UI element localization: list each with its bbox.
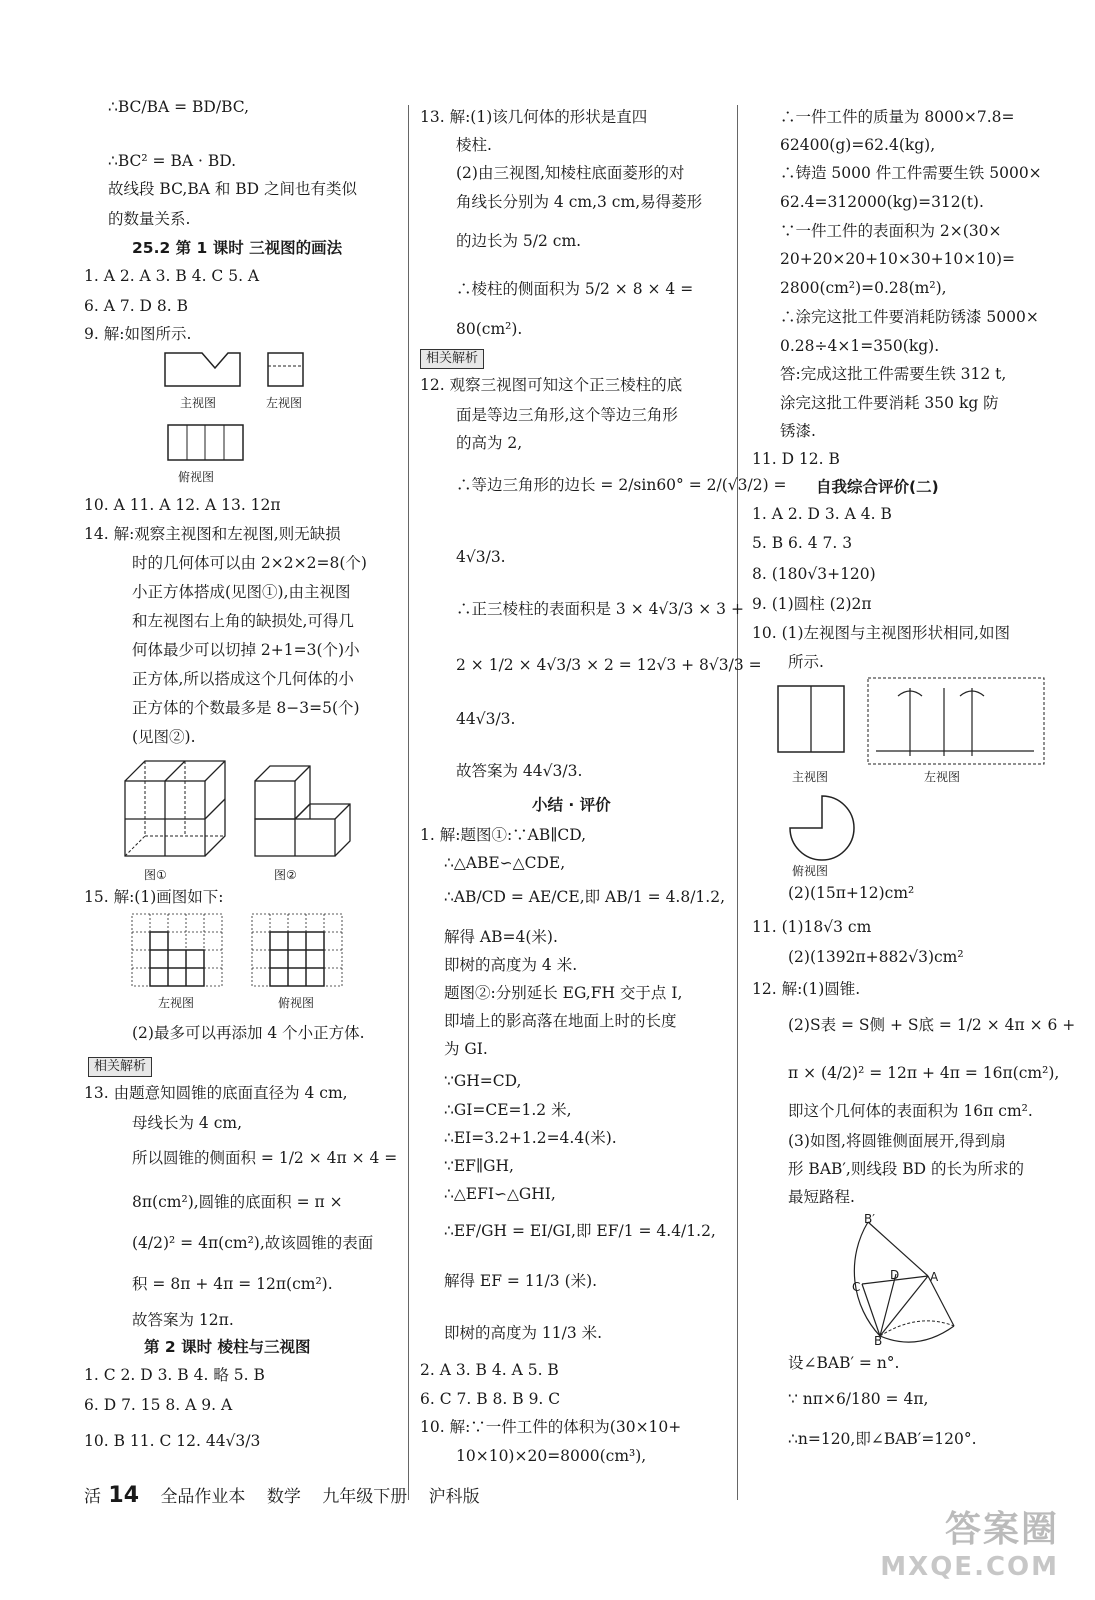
grade: 九年级下册 xyxy=(322,1487,408,1507)
figure-label: A xyxy=(930,1270,939,1284)
text-line: 4√3/3. xyxy=(456,548,506,566)
answer-line: 11. D 12. B xyxy=(752,450,840,468)
answer-line: 9. (1)圆柱 (2)2π xyxy=(752,595,872,613)
text-line: 小正方体搭成(见图①),由主视图 xyxy=(132,583,351,601)
text-line: 80(cm²). xyxy=(456,320,523,338)
answer-line: 6. A 7. D 8. B xyxy=(84,297,189,315)
text-line: ∴铸造 5000 件工件需要生铁 5000× xyxy=(780,164,1042,182)
figure-label: B′ xyxy=(864,1212,875,1226)
text-line: ∵EF∥GH, xyxy=(444,1157,514,1175)
text-line: (2)由三视图,知棱柱底面菱形的对 xyxy=(456,164,685,182)
text-line: 11. (1)18√3 cm xyxy=(752,918,872,936)
text-line: 13. 解:(1)该几何体的形状是直四 xyxy=(420,108,648,126)
text-line: 即墙上的影高落在地面上时的长度 xyxy=(444,1012,677,1030)
text-line: 何体最少可以切掉 2+1=3(个)小 xyxy=(132,641,360,659)
text-line: 44√3/3. xyxy=(456,710,516,728)
text-line: ∵ nπ×6/180 = 4π, xyxy=(788,1390,929,1408)
text-line: 的数量关系. xyxy=(108,210,191,228)
text-line: ∴EF/GH = EI/GI,即 EF/1 = 4.4/1.2, xyxy=(444,1222,716,1240)
text-line: ∴AB/CD = AE/CE,即 AB/1 = 4.8/1.2, xyxy=(444,888,726,906)
answer-line: 14. 解:观察主视图和左视图,则无缺损 xyxy=(84,525,341,543)
three-view-figure xyxy=(160,348,310,483)
footer-prefix: 活 xyxy=(84,1487,101,1507)
answer-line: 1. A 2. A 3. B 4. C 5. A xyxy=(84,267,260,285)
answer-line: 9. 解:如图所示. xyxy=(84,325,192,343)
text-line: 和左视图右上角的缺损处,可得几 xyxy=(132,612,354,630)
text-line: (2)S表 = S侧 + S底 = 1/2 × 4π × 6 + xyxy=(788,1016,1076,1034)
text-line: (2)(1392π+882√3)cm² xyxy=(788,948,964,966)
text-line: ∵GH=CD, xyxy=(444,1072,522,1090)
text-line: ∵一件工件的表面积为 2×(30× xyxy=(780,222,1002,240)
text-line: 12. 观察三视图可知这个正三棱柱的底 xyxy=(420,376,683,394)
text-line: (见图②). xyxy=(132,728,196,746)
caption: 主视图 xyxy=(792,770,829,784)
answer-line: 10. B 11. C 12. 44√3/3 xyxy=(84,1432,261,1450)
cube-figures xyxy=(120,751,370,863)
caption: 俯视图 xyxy=(178,470,215,484)
text-line: 涂完这批工件要消耗 350 kg 防 xyxy=(780,394,999,412)
text-line: 所示. xyxy=(788,653,824,671)
text-line: 即这个几何体的表面积为 16π cm². xyxy=(788,1102,1033,1120)
text-line: ∴一件工件的质量为 8000×7.8= xyxy=(780,108,1015,126)
answer-line: 6. D 7. 15 8. A 9. A xyxy=(84,1396,233,1414)
text-line: ∴EI=3.2+1.2=4.4(米). xyxy=(444,1129,617,1147)
text-line: 10. (1)左视图与主视图形状相同,如图 xyxy=(752,624,1010,642)
text-line: ∴BC² = BA · BD. xyxy=(108,152,237,170)
section-heading: 小结 · 评价 xyxy=(532,796,611,814)
answer-line: 5. B 6. 4 7. 3 xyxy=(752,534,853,552)
figure-label: D xyxy=(890,1268,900,1282)
text-line: 2800(cm²)=0.28(m²), xyxy=(780,279,947,297)
figure-label: C xyxy=(852,1280,861,1294)
text-line: 所以圆锥的侧面积 = 1/2 × 4π × 4 = xyxy=(132,1149,398,1167)
answer-line: 2. A 3. B 4. A 5. B xyxy=(420,1361,559,1379)
text-line: (4/2)² = 4π(cm²),故该圆锥的表面 xyxy=(132,1234,374,1252)
text-line: ∴BC/BA = BD/BC, xyxy=(108,98,249,116)
answer-line: 15. 解:(1)画图如下: xyxy=(84,888,224,906)
text-line: ∴n=120,即∠BAB′=120°. xyxy=(788,1430,977,1448)
text-line: 即树的高度为 11/3 米. xyxy=(444,1324,603,1342)
text-line: 角线长分别为 4 cm,3 cm,易得菱形 xyxy=(456,193,703,211)
text-line: 即树的高度为 4 米. xyxy=(444,956,578,974)
answer-line: 1. A 2. D 3. A 4. B xyxy=(752,505,892,523)
section-heading: 第 2 课时 棱柱与三视图 xyxy=(144,1338,311,1356)
text-line: ∴棱柱的侧面积为 5/2 × 8 × 4 = xyxy=(456,280,694,298)
caption: 图② xyxy=(274,868,297,882)
text-line: (2)最多可以再添加 4 个小正方体. xyxy=(132,1024,365,1042)
text-line: 设∠BAB′ = n°. xyxy=(788,1354,900,1372)
text-line: (3)如图,将圆锥侧面展开,得到扇 xyxy=(788,1132,1006,1150)
answer-line: 8. (180√3+120) xyxy=(752,565,876,583)
text-line: 锈漆. xyxy=(780,422,816,440)
text-line: 故线段 BC,BA 和 BD 之间也有类似 xyxy=(108,180,358,198)
edition: 沪科版 xyxy=(428,1487,480,1507)
sector-figure xyxy=(840,1212,980,1352)
text-line: 棱柱. xyxy=(456,136,492,154)
related-analysis-badge: 相关解析 xyxy=(88,1054,152,1077)
text-line: 0.28÷4×1=350(kg). xyxy=(780,337,940,355)
figure-label: B xyxy=(874,1334,883,1348)
text-line: 面是等边三角形,这个等边三角形 xyxy=(456,406,678,424)
text-line: 62400(g)=62.4(kg), xyxy=(780,136,936,154)
text-line: 故答案为 12π. xyxy=(132,1311,234,1329)
text-line: ∴△EFI∽△GHI, xyxy=(444,1185,556,1203)
text-line: 解得 EF = 11/3 (米). xyxy=(444,1272,598,1290)
answer-line: 6. C 7. B 8. B 9. C xyxy=(420,1390,561,1408)
text-line: (2)(15π+12)cm² xyxy=(788,884,915,902)
text-line: 形 BAB′,则线段 BD 的长为所求的 xyxy=(788,1160,1025,1178)
answer-line: 1. C 2. D 3. B 4. 略 5. B xyxy=(84,1366,265,1384)
text-line: 13. 由题意知圆锥的底面直径为 4 cm, xyxy=(84,1084,348,1102)
watermark-logo: 答案圈 MXQE.COM xyxy=(880,1509,1059,1582)
text-line: 故答案为 44√3/3. xyxy=(456,762,583,780)
section-heading: 自我综合评价(二) xyxy=(816,478,939,496)
text-line: 积 = 8π + 4π = 12π(cm²). xyxy=(132,1275,333,1293)
text-line: 2 × 1/2 × 4√3/3 × 2 = 12√3 + 8√3/3 = xyxy=(456,656,762,674)
text-line: 10. 解:∵一件工件的体积为(30×10+ xyxy=(420,1418,682,1436)
text-line: 20+20×20+10×30+10×10)= xyxy=(780,250,1016,268)
text-line: 解得 AB=4(米). xyxy=(444,928,558,946)
text-line: ∴△ABE∽△CDE, xyxy=(444,854,566,872)
book-title: 全品作业本 xyxy=(160,1487,246,1507)
text-line: 母线长为 4 cm, xyxy=(132,1114,243,1132)
text-line: 10×10)×20=8000(cm³), xyxy=(456,1447,647,1465)
text-line: 题图②:分别延长 EG,FH 交于点 I, xyxy=(444,984,683,1002)
answer-line: 10. A 11. A 12. A 13. 12π xyxy=(84,496,281,514)
text-line: 答:完成这批工件需要生铁 312 t, xyxy=(780,365,1007,383)
text-line: 正方体的个数最多是 8−3=5(个) xyxy=(132,699,360,717)
text-line: ∴涂完这批工件要消耗防锈漆 5000× xyxy=(780,308,1039,326)
text-line: 62.4=312000(kg)=312(t). xyxy=(780,193,984,211)
text-line: 1. 解:题图①:∵AB∥CD, xyxy=(420,826,587,844)
caption: 左视图 xyxy=(266,396,303,410)
text-line: ∴等边三角形的边长 = 2/sin60° = 2/(√3/2) = xyxy=(456,476,787,494)
caption: 图① xyxy=(144,868,167,882)
text-line: 最短路程. xyxy=(788,1188,855,1206)
text-line: ∴GI=CE=1.2 米, xyxy=(444,1101,572,1119)
text-line: 为 GI. xyxy=(444,1040,488,1058)
caption: 左视图 xyxy=(924,770,961,784)
caption: 俯视图 xyxy=(278,996,315,1010)
text-line: 8π(cm²),圆锥的底面积 = π × xyxy=(132,1193,343,1211)
page-footer xyxy=(84,1482,496,1508)
text-line: 的高为 2, xyxy=(456,434,523,452)
text-line: 时的几何体可以由 2×2×2=8(个) xyxy=(132,554,367,572)
text-line: 正方体,所以搭成这个几何体的小 xyxy=(132,670,354,688)
text-line: ∴正三棱柱的表面积是 3 × 4√3/3 × 3 + xyxy=(456,600,744,618)
subject: 数学 xyxy=(266,1487,301,1507)
caption: 主视图 xyxy=(180,396,217,410)
page-number: 14 xyxy=(108,1483,140,1508)
text-line: 的边长为 5/2 cm. xyxy=(456,232,582,250)
caption: 俯视图 xyxy=(792,864,829,878)
text-line: 12. 解:(1)圆锥. xyxy=(752,980,861,998)
text-line: π × (4/2)² = 12π + 4π = 16π(cm²), xyxy=(788,1064,1060,1082)
caption: 左视图 xyxy=(158,996,195,1010)
section-heading: 25.2 第 1 课时 三视图的画法 xyxy=(132,239,343,257)
related-analysis-badge: 相关解析 xyxy=(420,346,484,369)
